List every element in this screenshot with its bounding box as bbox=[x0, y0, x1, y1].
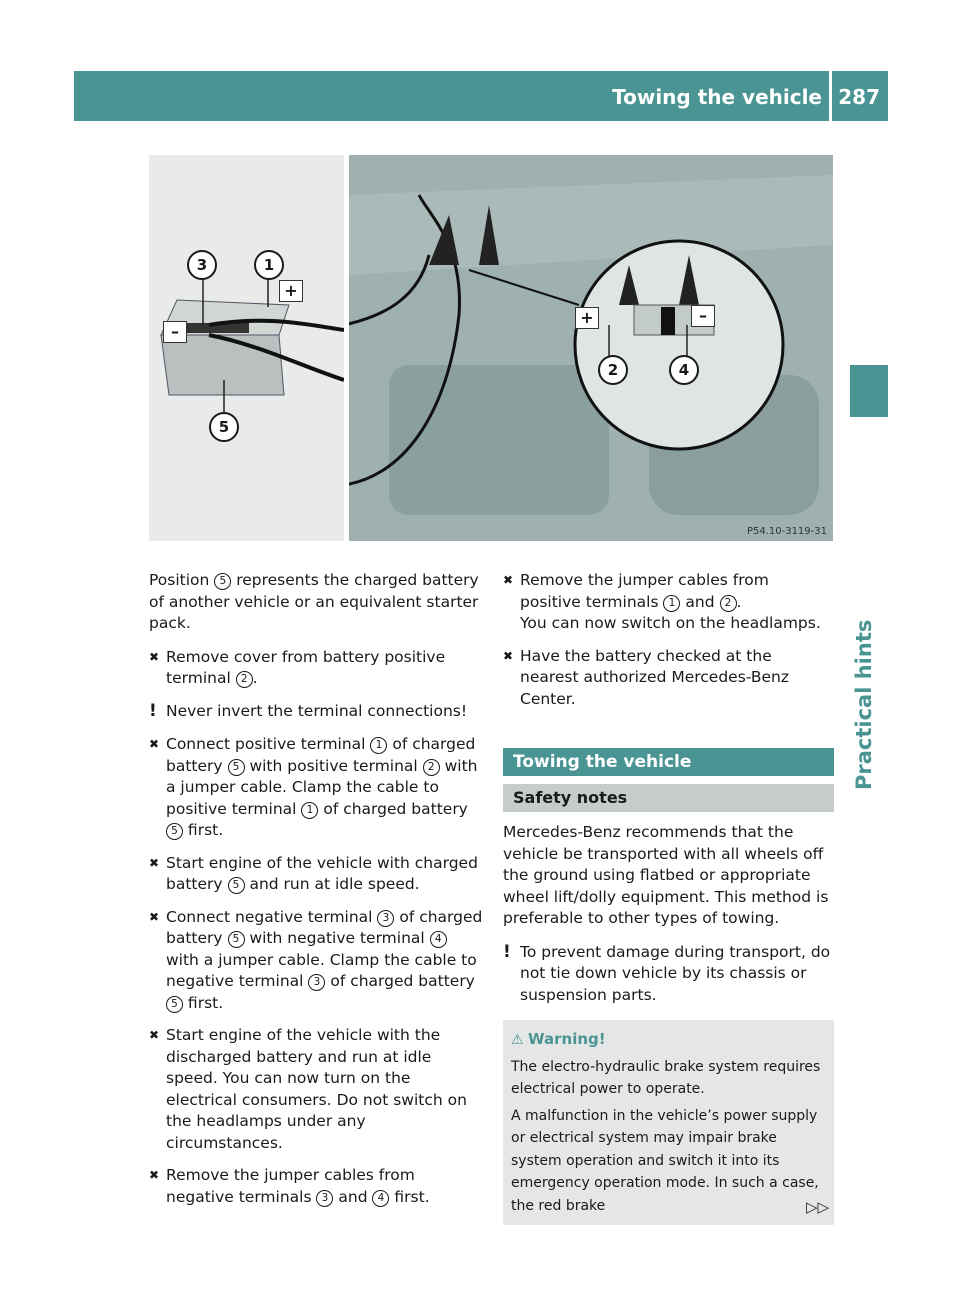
right-column bbox=[503, 570, 834, 1225]
ref-number: 5 bbox=[228, 931, 245, 948]
step-arrow-icon: ✖ bbox=[503, 573, 514, 587]
ref-number: 3 bbox=[308, 974, 325, 991]
left-column bbox=[149, 570, 484, 1219]
ref-number: 1 bbox=[663, 595, 680, 612]
warning-box bbox=[503, 1020, 834, 1225]
ref-number: 3 bbox=[316, 1190, 333, 1207]
notice-icon: ! bbox=[149, 700, 157, 721]
engine-bay-panel bbox=[349, 155, 833, 541]
step-start-discharged: ✖ Start engine of the vehicle with the discharged battery and run at idle speed. You can now turn on the electrical consumers. Do not switch on the headlamps under any circumstances. bbox=[149, 1026, 467, 1152]
step-remove-negative: ✖ Remove the jumper cables from negative terminals 3 and 4 first. bbox=[149, 1166, 430, 1206]
callout-5: 5 bbox=[209, 412, 239, 442]
ref-number: 5 bbox=[166, 823, 183, 840]
step-arrow-icon: ✖ bbox=[149, 1168, 160, 1182]
step-arrow-icon: ✖ bbox=[149, 909, 160, 924]
step-arrow-icon: ✖ bbox=[149, 737, 160, 751]
callout-2: 2 bbox=[598, 355, 628, 385]
ref-number: 5 bbox=[166, 996, 183, 1013]
callout-4: 4 bbox=[669, 355, 699, 385]
ref-number: 1 bbox=[301, 802, 318, 819]
callout-3: 3 bbox=[187, 250, 217, 280]
jump-start-figure bbox=[149, 155, 833, 541]
side-tab-label: Practical hints bbox=[852, 619, 876, 790]
warning-paragraph-2: A malfunction in the vehicle’s power supply or electrical system may impair brake system operation and switch it into its emergency operation mode. In such a case, the red brake bbox=[511, 1107, 819, 1214]
ref-number: 1 bbox=[370, 737, 387, 754]
warning-title: Warning! bbox=[528, 1030, 606, 1048]
step-note: You can now switch on the headlamps. bbox=[520, 614, 821, 632]
notice-icon: ! bbox=[503, 941, 511, 962]
step-battery-check: ✖ Have the battery checked at the nearest authorized Mercedes-Benz Center. bbox=[503, 646, 789, 708]
step-arrow-icon: ✖ bbox=[149, 649, 160, 664]
ref-number: 4 bbox=[430, 931, 447, 948]
step-arrow-icon: ✖ bbox=[149, 855, 160, 870]
subsection-heading: Safety notes bbox=[503, 784, 834, 812]
notice-transport: ! To prevent damage during transport, do not tie down vehicle by its chassis or suspension parts. bbox=[503, 941, 831, 1004]
page-header bbox=[74, 71, 888, 121]
ref-number: 5 bbox=[214, 573, 231, 590]
notice-invert: ! Never invert the terminal connections! bbox=[149, 700, 468, 721]
figure-code: P54.10-3119-31 bbox=[746, 526, 827, 537]
ref-number: 2 bbox=[423, 759, 440, 776]
safety-paragraph: Mercedes-Benz recommends that the vehicle be transported with all wheels off the ground using flatbed or appropriate wheel lift/dolly equipment. This method is preferable to other types of towing. bbox=[503, 823, 829, 927]
step-remove-positive: ✖ Remove the jumper cables from positive terminals 1 and 2 . You can now switch on the headlamps. bbox=[503, 571, 821, 632]
step-start-charged: ✖ Start engine of the vehicle with charged battery 5 and run at idle speed. bbox=[149, 853, 478, 893]
ref-number: 2 bbox=[720, 595, 737, 612]
plus-label: + bbox=[279, 280, 303, 302]
step-connect-positive: ✖ Connect positive terminal 1 of charged battery 5 with positive terminal 2 with a jumper cable. Clamp the cable to positive terminal 1 of charged battery 5 first. bbox=[149, 735, 478, 839]
step-arrow-icon: ✖ bbox=[503, 648, 514, 663]
ref-number: 5 bbox=[228, 877, 245, 894]
charged-battery-panel bbox=[149, 155, 344, 541]
ref-number: 3 bbox=[377, 910, 394, 927]
header-separator bbox=[829, 71, 832, 121]
side-tab-marker bbox=[850, 365, 888, 417]
continued-marker: ▷▷ bbox=[806, 1198, 830, 1216]
plus-label-engine: + bbox=[575, 307, 599, 329]
intro-paragraph: Position 5 represents the charged battery of another vehicle or an equivalent starter pack. bbox=[149, 571, 479, 632]
step-remove-cover: ✖ Remove cover from battery positive terminal 2 . bbox=[149, 647, 446, 687]
warning-paragraph-1: The electro-hydraulic brake system requires electrical power to operate. bbox=[511, 1058, 821, 1097]
callout-1: 1 bbox=[254, 250, 284, 280]
ref-number: 2 bbox=[236, 671, 253, 688]
warning-triangle-icon: ⚠ bbox=[511, 1032, 524, 1048]
header-title: Towing the vehicle bbox=[612, 85, 822, 109]
battery-illustration bbox=[149, 155, 344, 541]
minus-label: – bbox=[163, 321, 187, 343]
minus-label-engine: – bbox=[691, 305, 715, 327]
ref-number: 5 bbox=[228, 759, 245, 776]
step-connect-negative: ✖ Connect negative terminal 3 of charged battery 5 with negative terminal 4 with a jumper cable. Clamp the cable to negative terminal 3 of charged battery 5 first. bbox=[149, 907, 483, 1012]
page-number: 287 bbox=[838, 85, 880, 109]
ref-number: 4 bbox=[372, 1190, 389, 1207]
engine-bay-illustration bbox=[349, 155, 833, 541]
section-heading: Towing the vehicle bbox=[503, 748, 834, 776]
step-arrow-icon: ✖ bbox=[149, 1028, 160, 1042]
